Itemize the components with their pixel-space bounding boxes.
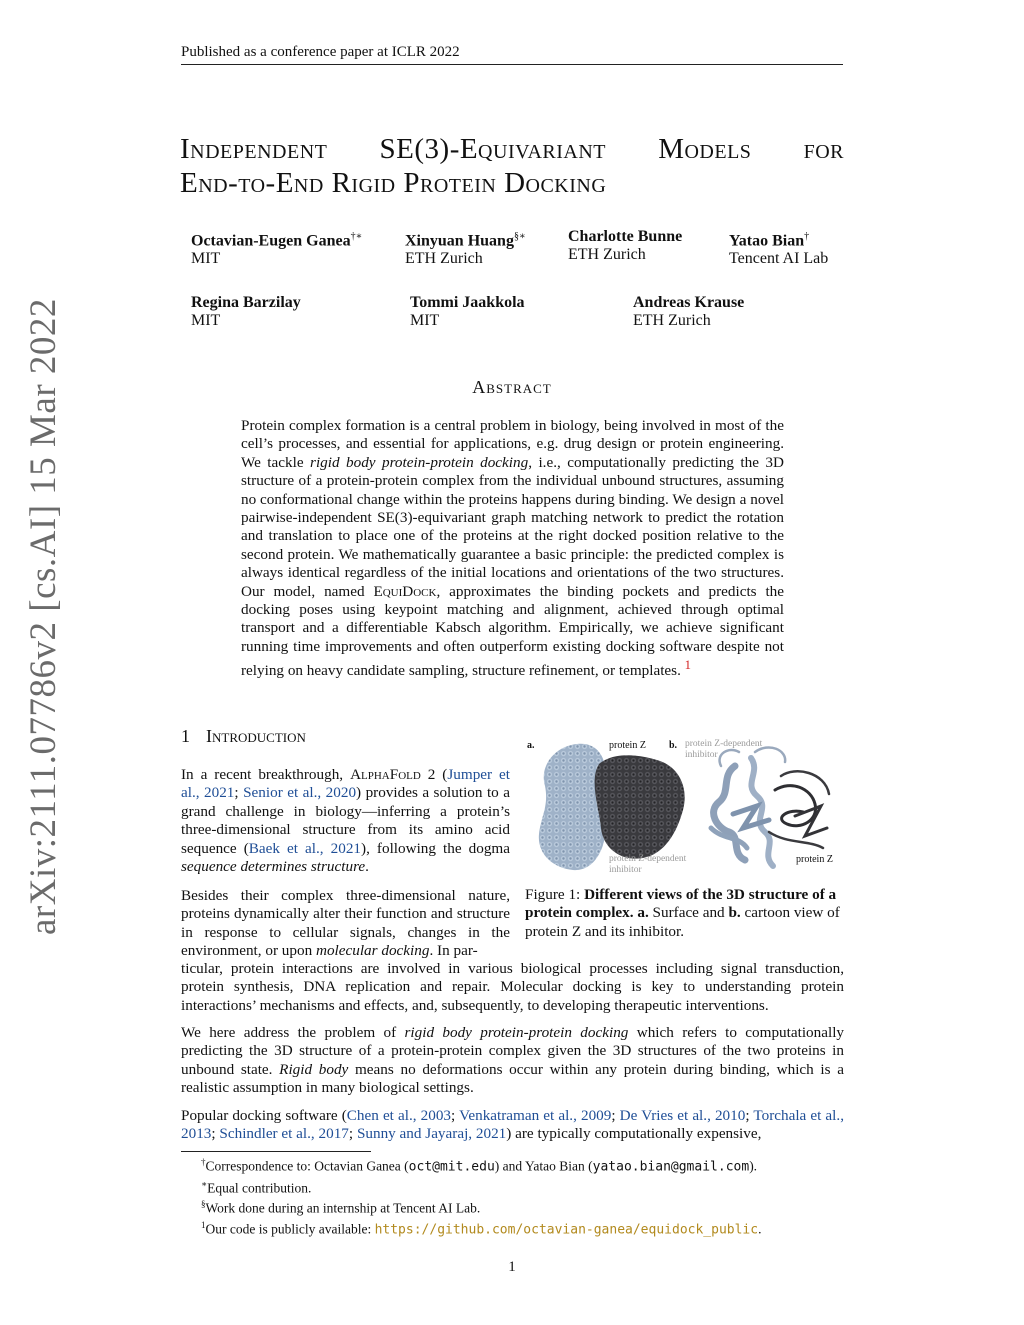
author-name: Xinyuan Huang	[405, 232, 514, 250]
section-title: Introduction	[206, 726, 306, 746]
footnote-text: Work done during an internship at Tencent AI Lab.	[205, 1200, 481, 1216]
text-run: means no deformations occur within any protein during binding, which is a realistic assumption in many biological settings.	[181, 1060, 844, 1097]
running-header: Published as a conference paper at ICLR 2022	[181, 44, 843, 65]
text-run: We here address the problem of	[181, 1024, 405, 1041]
footnote-mark: †	[201, 1157, 206, 1167]
footnote	[181, 1196, 843, 1217]
citation-link[interactable]: Schindler et al., 2017	[219, 1125, 349, 1143]
caption-panel: b.	[728, 904, 741, 922]
title-word: for	[803, 133, 844, 165]
footnote-mark: 1	[201, 1219, 206, 1230]
footnote	[181, 1176, 843, 1197]
citation-link[interactable]: Baek et al., 2021	[248, 839, 362, 857]
text-emphasis: molecular docking	[315, 942, 430, 960]
author-affiliation: ETH Zurich	[568, 246, 646, 263]
footnote-mark: ∗	[201, 1178, 208, 1189]
citation-link[interactable]: Torchala et al., 2013	[181, 1107, 844, 1143]
footnote	[181, 1217, 843, 1239]
author-name: Octavian-Eugen Ganea	[191, 232, 351, 250]
abstract-run: , approximates the binding pockets and predicts the docking poses using keypoint matching and alignment, achieved through optimal transport and a differentiable Kabsch algorithm. Empirically, we achieve significant running time improvements and often outperform existing docking software despite not relying on heavy candidate sampling, structure refinement, or templates.	[241, 582, 784, 680]
figure-annotation: protein Z	[609, 740, 646, 751]
intro-paragraph-3	[181, 1024, 844, 1098]
author-mark: §∗	[513, 231, 526, 242]
author-block	[633, 294, 744, 330]
text-run: ) provides a solution to a grand challenge in biology—inferring a protein’s three-dimensional structure from its amino acid sequence (	[181, 784, 510, 857]
paper-title	[180, 132, 844, 200]
footnote	[181, 1154, 843, 1176]
footnote-text: ).	[749, 1158, 758, 1174]
figure-caption	[525, 886, 844, 941]
intro-paragraph-2	[181, 887, 510, 961]
citation-link[interactable]: Chen et al., 2003	[346, 1107, 452, 1124]
abstract-text	[241, 417, 784, 681]
author-block	[405, 228, 526, 268]
author-affiliation: MIT	[410, 312, 440, 329]
caption-bold: Different views of the 3D structure of a protein complex.	[525, 886, 837, 922]
abstract-emphasis: rigid body protein-protein docking	[310, 453, 529, 471]
author-name: Yatao Bian	[729, 232, 805, 250]
abstract-run: , i.e., computationally predicting the 3D structure of a protein-protein complex from the individual unbound structures, assuming no conformational change within the proteins happens during binding. We design a novel pairwise-independent SE(3)-equivariant graph matching network to predict the rotation and translation to place one of the proteins at the right docked position relative to the second protein. We mathematically guarantee a basic principle: the predicted complex is always identical regardless of the initial locations and orientations of the two structures. Our model, named	[241, 453, 784, 600]
text-emphasis: rigid body protein-protein docking	[404, 1024, 629, 1041]
caption-text: cartoon view of protein Z and its inhibitor.	[525, 904, 840, 940]
text-run: Besides their complex three-dimensional nature, proteins dynamically alter their function and structure in response to cellular signals, changes in the environment, or upon	[181, 887, 510, 960]
author-affiliation: MIT	[191, 250, 221, 268]
author-name: Regina Barzilay	[191, 294, 301, 311]
text-run: which refers to computationally predicting the 3D structure of a protein-protein complex given the 3D structures of the two proteins in unbound state.	[181, 1024, 845, 1078]
section-number: 1	[181, 726, 190, 746]
footnote-text: Equal contribution.	[207, 1180, 312, 1195]
figure-panel-label: a.	[527, 740, 535, 751]
figure-annotation: protein Z-dependent inhibitor	[609, 854, 687, 875]
author-affiliation: ETH Zurich	[633, 312, 711, 329]
footnote-text: Correspondence to: Octavian Ganea (	[205, 1158, 409, 1174]
caption-text: Surface and	[652, 904, 725, 922]
arxiv-identifier: arXiv:2111.07786v2 [cs.AI] 15 Mar 2022	[23, 298, 64, 935]
citation-link[interactable]: De Vries et al., 2010	[619, 1107, 746, 1124]
footnote-text: .	[758, 1221, 762, 1236]
alphafold-name: AlphaFold	[350, 766, 421, 783]
text-emphasis: sequence determines structure	[181, 858, 366, 876]
footnote-mark: §	[201, 1199, 206, 1209]
citation-link[interactable]: Venkatraman et al., 2009	[459, 1107, 612, 1124]
footnotes	[181, 1154, 843, 1238]
footnote-rule	[181, 1151, 371, 1152]
text-run: ;	[234, 784, 244, 802]
title-word: Models	[658, 133, 752, 165]
abstract-heading: Abstract	[472, 377, 552, 397]
text-run: Popular docking software (	[181, 1107, 347, 1124]
author-block	[729, 228, 828, 268]
title-word: Independent	[180, 133, 328, 165]
text-run: In a recent breakthrough,	[181, 766, 351, 783]
caption-label: Figure 1:	[525, 886, 581, 903]
page-number: 1	[508, 1259, 516, 1275]
text-run: ), following the dogma	[361, 839, 510, 857]
footnote-ref[interactable]: 1	[684, 658, 691, 673]
intro-paragraph-1	[181, 766, 510, 876]
cartoon-view	[711, 747, 829, 866]
author-affiliation: ETH Zurich	[405, 250, 483, 268]
footnote-text: Our code is publicly available:	[205, 1221, 375, 1236]
footnote-text: ) and Yatao Bian (	[494, 1158, 593, 1174]
caption-panel: a.	[637, 904, 649, 922]
code-url-link[interactable]: https://github.com/octavian-ganea/equidock_public	[374, 1222, 759, 1237]
text-run: ) are typically computationally expensive,	[506, 1125, 762, 1143]
intro-paragraph-4: Popular docking software (Chen et al., 2003; Venkatraman et al., 2009; De Vries et al., 2010; Torchala et al., 2013; Schindler et al., 2017; Sunny and Jayaraj, 2021) are typically computationally expensive,	[181, 1107, 844, 1143]
author-block	[191, 294, 301, 330]
figure-1	[525, 736, 845, 876]
author-affiliation: MIT	[191, 312, 221, 329]
title-line-2: End-to-End Rigid Protein Docking	[180, 167, 607, 199]
text-emphasis: Rigid body	[279, 1060, 349, 1078]
protein-z-surface	[595, 755, 685, 858]
abstract-run: Protein complex formation is a central problem in biology, being involved in most of the cell’s processes, and essential for applications, e.g. drug design or protein engineering. We tackle	[241, 417, 784, 471]
text-run: . In par-	[429, 942, 478, 960]
author-block	[410, 294, 525, 330]
intro-paragraph-2-continued: ticular, protein interactions are involved in various biological processes including signal transduction, protein synthesis, DNA replication and repair. Molecular docking is key to understanding protein interactions’ mechanisms and effects, and, subsequently, to developing therapeutic interventions.	[181, 960, 844, 1014]
figure-annotation: protein Z-dependent inhibitor	[685, 739, 763, 760]
protein-z-inhibitor-surface	[539, 744, 607, 870]
author-block	[568, 228, 682, 264]
citation-link[interactable]: Senior et al., 2020	[243, 784, 357, 802]
author-name: Charlotte Bunne	[568, 228, 683, 245]
figure-panel-label: b.	[669, 740, 678, 751]
section-heading	[181, 726, 306, 747]
author-mark: †∗	[350, 231, 363, 242]
author-block	[191, 228, 362, 268]
citation-link[interactable]: Jumper et al., 2021	[181, 766, 510, 802]
text-run: 2 (	[420, 766, 448, 783]
author-affiliation: Tencent AI Lab	[729, 250, 829, 268]
email-address[interactable]: yatao.bian@gmail.com	[592, 1159, 750, 1175]
model-name: EquiDock	[373, 582, 437, 600]
title-word: SE(3)-Equivariant	[379, 133, 607, 165]
email-address[interactable]: oct@mit.edu	[408, 1159, 495, 1175]
figure-annotation: protein Z	[796, 854, 833, 865]
author-mark: †	[804, 231, 810, 242]
citation-link[interactable]: Sunny and Jayaraj, 2021	[356, 1125, 507, 1143]
text-run: .	[365, 858, 369, 876]
author-name: Tommi Jaakkola	[410, 294, 525, 311]
author-name: Andreas Krause	[633, 294, 745, 311]
